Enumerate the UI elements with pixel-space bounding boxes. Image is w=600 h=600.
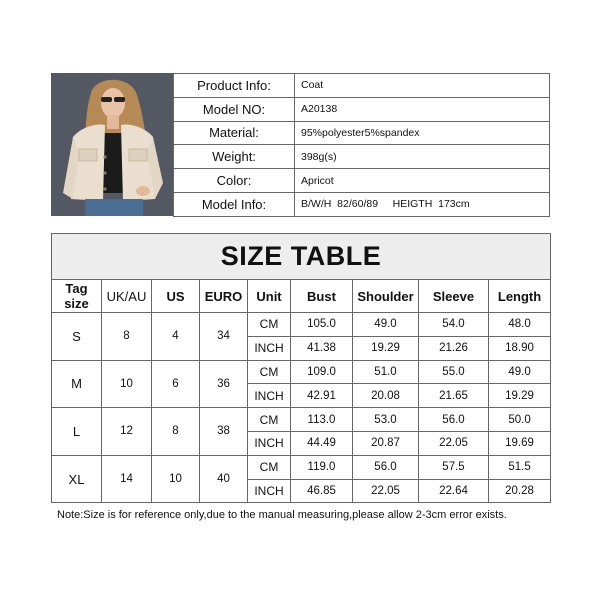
length-cell: 49.0 bbox=[489, 360, 551, 384]
us-cell: 6 bbox=[152, 360, 200, 408]
info-row bbox=[174, 97, 550, 121]
tag-size-cell: L bbox=[52, 408, 102, 456]
euro-cell: 36 bbox=[200, 360, 248, 408]
header-sleeve: Sleeve bbox=[419, 280, 489, 313]
product-info-block bbox=[51, 73, 550, 216]
size-table bbox=[51, 233, 551, 503]
sleeve-cell: 55.0 bbox=[419, 360, 489, 384]
bust-cell: 44.49 bbox=[291, 431, 353, 455]
bust-cell: 109.0 bbox=[291, 360, 353, 384]
unit-cell: CM bbox=[248, 408, 291, 432]
uk-au-cell: 14 bbox=[102, 455, 152, 503]
shoulder-cell: 22.05 bbox=[353, 479, 419, 503]
sleeve-cell: 21.26 bbox=[419, 336, 489, 360]
tag-size-cell: XL bbox=[52, 455, 102, 503]
unit-cell: CM bbox=[248, 360, 291, 384]
length-cell: 19.69 bbox=[489, 431, 551, 455]
sleeve-cell: 57.5 bbox=[419, 455, 489, 479]
bust-cell: 119.0 bbox=[291, 455, 353, 479]
header-us: US bbox=[152, 280, 200, 313]
info-value: Apricot bbox=[295, 169, 550, 193]
info-label: Weight: bbox=[174, 145, 295, 169]
tag-size-cell: S bbox=[52, 313, 102, 361]
euro-cell: 38 bbox=[200, 408, 248, 456]
info-row bbox=[174, 169, 550, 193]
unit-cell: INCH bbox=[248, 336, 291, 360]
euro-cell: 34 bbox=[200, 313, 248, 361]
info-value: 398g(s) bbox=[295, 145, 550, 169]
header-unit: Unit bbox=[248, 280, 291, 313]
unit-cell: INCH bbox=[248, 479, 291, 503]
tag-size-cell: M bbox=[52, 360, 102, 408]
size-table-header bbox=[52, 280, 551, 313]
info-value: 95%polyester5%spandex bbox=[295, 121, 550, 145]
shoulder-cell: 19.29 bbox=[353, 336, 419, 360]
table-row bbox=[52, 313, 551, 337]
unit-cell: CM bbox=[248, 313, 291, 337]
shoulder-cell: 56.0 bbox=[353, 455, 419, 479]
length-cell: 18.90 bbox=[489, 336, 551, 360]
sleeve-cell: 54.0 bbox=[419, 313, 489, 337]
sleeve-cell: 56.0 bbox=[419, 408, 489, 432]
info-label: Product Info: bbox=[174, 74, 295, 98]
shoulder-cell: 49.0 bbox=[353, 313, 419, 337]
length-cell: 48.0 bbox=[489, 313, 551, 337]
info-label: Model NO: bbox=[174, 97, 295, 121]
unit-cell: INCH bbox=[248, 431, 291, 455]
unit-cell: CM bbox=[248, 455, 291, 479]
length-cell: 51.5 bbox=[489, 455, 551, 479]
header-length: Length bbox=[489, 280, 551, 313]
header-tag-size: Tag size bbox=[52, 280, 102, 313]
euro-cell: 40 bbox=[200, 455, 248, 503]
shoulder-cell: 51.0 bbox=[353, 360, 419, 384]
length-cell: 50.0 bbox=[489, 408, 551, 432]
bust-cell: 113.0 bbox=[291, 408, 353, 432]
shoulder-cell: 20.87 bbox=[353, 431, 419, 455]
product-info-table bbox=[173, 73, 550, 217]
us-cell: 8 bbox=[152, 408, 200, 456]
header-uk-au: UK/AU bbox=[102, 280, 152, 313]
uk-au-cell: 8 bbox=[102, 313, 152, 361]
bust-cell: 41.38 bbox=[291, 336, 353, 360]
model-photo bbox=[51, 73, 174, 216]
sleeve-cell: 21.65 bbox=[419, 384, 489, 408]
table-row bbox=[52, 455, 551, 479]
bust-cell: 46.85 bbox=[291, 479, 353, 503]
model-photo-illustration bbox=[51, 73, 173, 216]
info-row bbox=[174, 192, 550, 216]
info-row bbox=[174, 145, 550, 169]
header-bust: Bust bbox=[291, 280, 353, 313]
size-note: Note:Size is for reference only,due to the manual measuring,please allow 2-3cm error exists. bbox=[57, 509, 507, 521]
bust-cell: 42.91 bbox=[291, 384, 353, 408]
info-label: Material: bbox=[174, 121, 295, 145]
info-row bbox=[174, 74, 550, 98]
size-table-title: SIZE TABLE bbox=[52, 234, 551, 280]
info-row bbox=[174, 121, 550, 145]
info-value: B/W/H 82/60/89 HEIGTH 173cm bbox=[295, 192, 550, 216]
us-cell: 4 bbox=[152, 313, 200, 361]
shoulder-cell: 20.08 bbox=[353, 384, 419, 408]
info-label: Color: bbox=[174, 169, 295, 193]
bust-cell: 105.0 bbox=[291, 313, 353, 337]
info-value: A20138 bbox=[295, 97, 550, 121]
table-row bbox=[52, 408, 551, 432]
uk-au-cell: 10 bbox=[102, 360, 152, 408]
sleeve-cell: 22.64 bbox=[419, 479, 489, 503]
header-shoulder: Shoulder bbox=[353, 280, 419, 313]
info-value: Coat bbox=[295, 74, 550, 98]
length-cell: 19.29 bbox=[489, 384, 551, 408]
sleeve-cell: 22.05 bbox=[419, 431, 489, 455]
unit-cell: INCH bbox=[248, 384, 291, 408]
shoulder-cell: 53.0 bbox=[353, 408, 419, 432]
table-row bbox=[52, 360, 551, 384]
length-cell: 20.28 bbox=[489, 479, 551, 503]
header-euro: EURO bbox=[200, 280, 248, 313]
us-cell: 10 bbox=[152, 455, 200, 503]
info-label: Model Info: bbox=[174, 192, 295, 216]
uk-au-cell: 12 bbox=[102, 408, 152, 456]
